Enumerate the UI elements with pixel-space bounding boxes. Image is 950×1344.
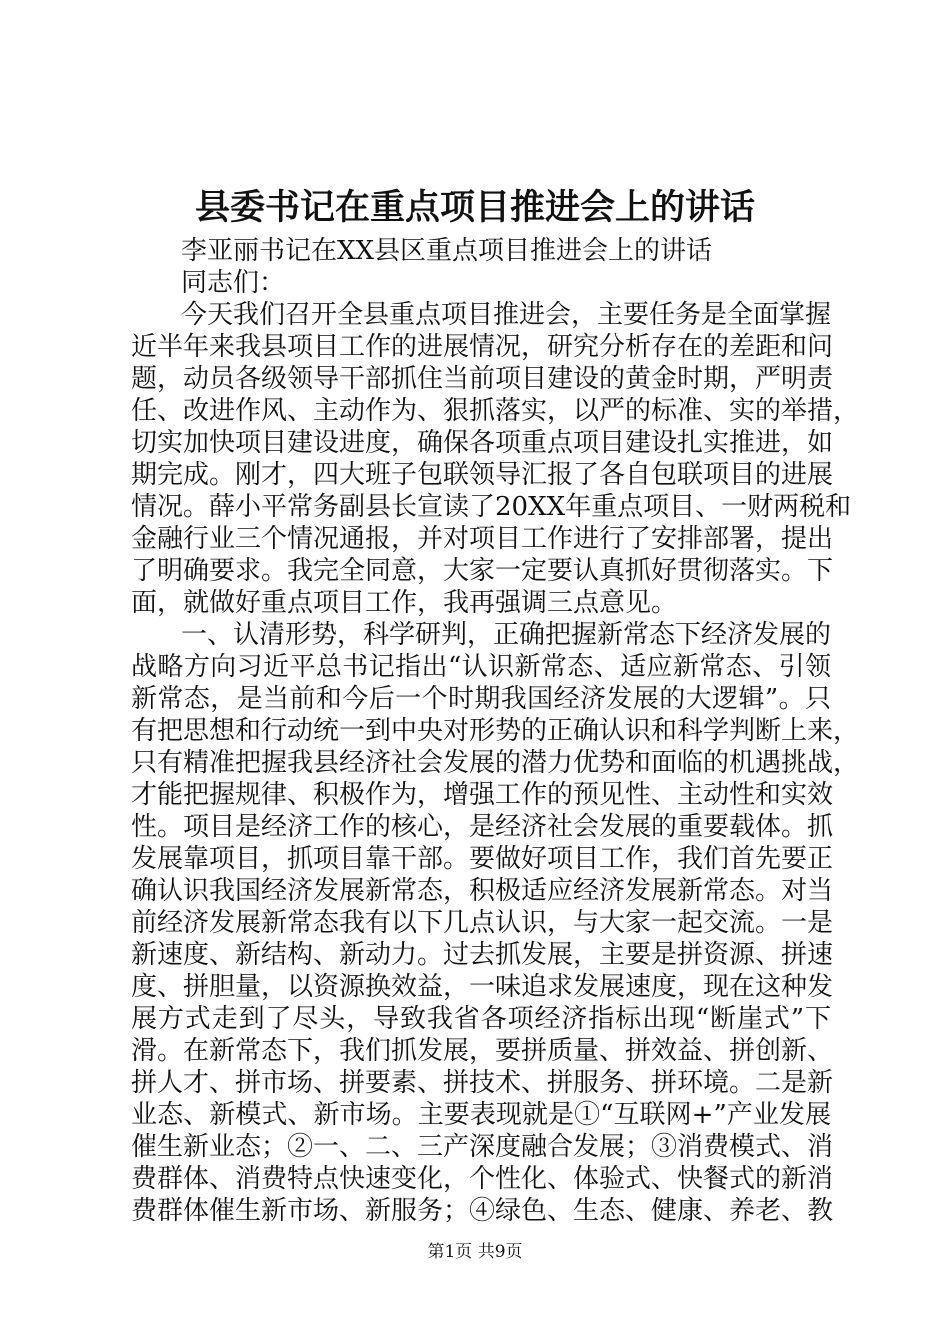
body-line: 拼人才、拼市场、拼要素、拼技术、拼服务、拼环境。二是新 [131, 1068, 834, 1098]
salutation: 同志们： [181, 268, 286, 298]
body-line: 有把思想和行动统一到中央对形势的正确认识和科学判断上来， [131, 716, 860, 746]
body-line: 只有精准把握我县经济社会发展的潜力优势和面临的机遇挑战， [131, 748, 860, 778]
body-line: 了明确要求。我完全同意，大家一定要认真抓好贯彻落实。下 [131, 556, 834, 586]
body-line: 费群体、消费特点快速变化，个性化、体验式、快餐式的新消 [131, 1164, 834, 1194]
body-line: 切实加快项目建设进度，确保各项重点项目建设扎实推进，如 [131, 428, 834, 458]
body-line: 确认识我国经济发展新常态，积极适应经济发展新常态。对当 [131, 876, 834, 906]
document-title: 县委书记在重点项目推进会上的讲话 [194, 187, 755, 228]
body-line: 新常态，是当前和今后一个时期我国经济发展的大逻辑”。只 [131, 684, 831, 714]
body-line: 业态、新模式、新市场。主要表现就是①“互联网+”产业发展 [131, 1100, 831, 1130]
body-line: 发展靠项目，抓项目靠干部。要做好项目工作，我们首先要正 [131, 844, 834, 874]
body-line: 费群体催生新市场、新服务；④绿色、生态、健康、养老、教 [131, 1196, 834, 1226]
body-line: 新速度、新结构、新动力。过去抓发展，主要是拼资源、拼速 [131, 940, 834, 970]
body-line: 今天我们召开全县重点项目推进会，主要任务是全面掌握 [181, 300, 832, 330]
body-line: 战略方向习近平总书记指出“认识新常态、适应新常态、引领 [131, 652, 831, 682]
body-line: 近半年来我县项目工作的进展情况，研究分析存在的差距和问 [131, 332, 834, 362]
body-line: 才能把握规律、积极作为，增强工作的预见性、主动性和实效 [131, 780, 834, 810]
body-line: 任、改进作风、主动作为、狠抓落实，以严的标准、实的举措， [131, 396, 860, 426]
body-line: 滑。在新常态下，我们抓发展，要拼质量、拼效益、拼创新、 [131, 1036, 834, 1066]
body-line: 面，就做好重点项目工作，我再强调三点意见。 [131, 588, 678, 618]
body-line: 催生新业态；②一、二、三产深度融合发展；③消费模式、消 [131, 1132, 834, 1162]
body-line: 展方式走到了尽头，导致我省各项经济指标出现“断崖式”下 [131, 1004, 831, 1034]
body-line: 情况。薛小平常务副县长宣读了20XX年重点项目、一财两税和 [131, 492, 852, 522]
body-line: 度、拼胆量，以资源换效益，一味追求发展速度，现在这种发 [131, 972, 834, 1002]
section-heading-line: 一、认清形势，科学研判，正确把握新常态下经济发展的 [181, 620, 832, 650]
body-line: 题，动员各级领导干部抓住当前项目建设的黄金时期，严明责 [131, 364, 834, 394]
document-subtitle: 李亚丽书记在XX县区重点项目推进会上的讲话 [181, 236, 713, 266]
body-line: 前经济发展新常态我有以下几点认识，与大家一起交流。一是 [131, 908, 834, 938]
page-number-footer: 第1页 共9页 [427, 1242, 523, 1262]
body-line: 金融行业三个情况通报，并对项目工作进行了安排部署，提出 [131, 524, 834, 554]
body-line: 性。项目是经济工作的核心，是经济社会发展的重要载体。抓 [131, 812, 834, 842]
body-line: 期完成。刚才，四大班子包联领导汇报了各自包联项目的进展 [131, 460, 834, 490]
